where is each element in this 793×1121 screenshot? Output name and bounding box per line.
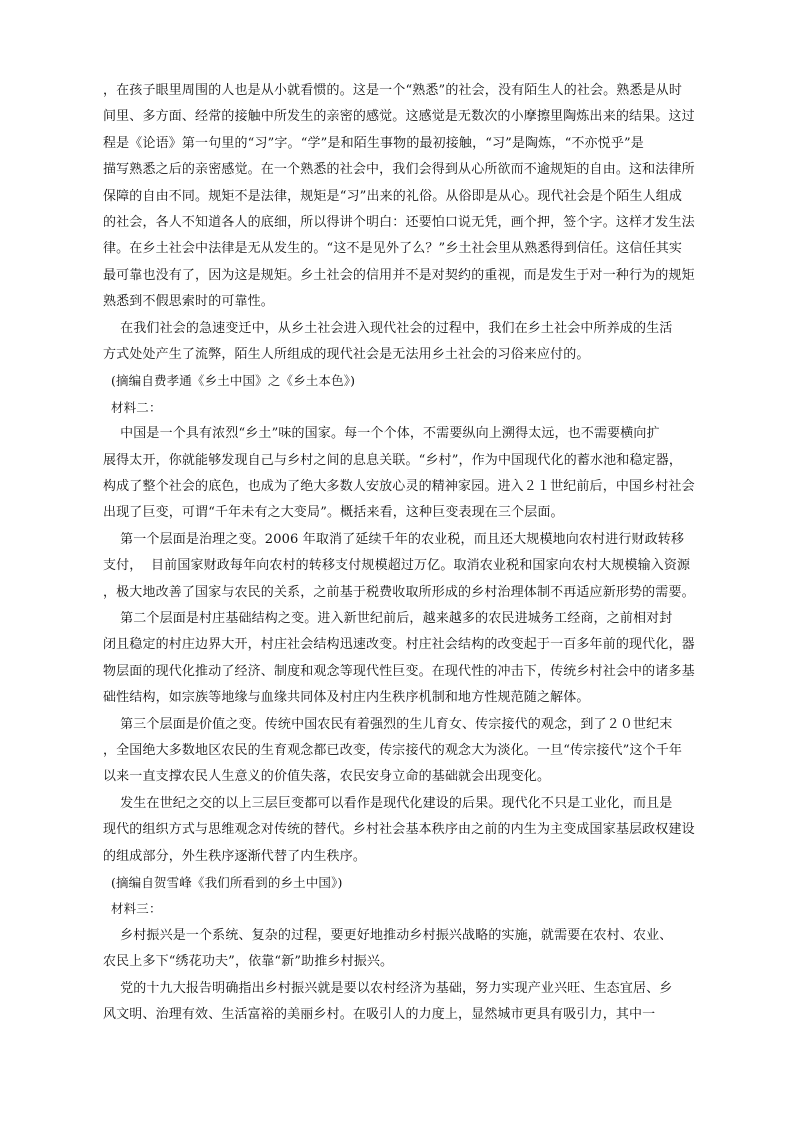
source-citation: (摘编自贺雪峰《我们所看到的乡土中国》) — [111, 875, 343, 890]
paragraph-line: 第一个层面是治理之变。2006 年取消了延续千年的农业税，而且还大规模地向农村进行财政转移 — [103, 531, 685, 547]
section-label: 材料三： — [111, 901, 162, 917]
paragraph-line: 的组成部分，外生秩序逐渐代替了内生秩序。 — [103, 848, 367, 864]
paragraph-line: 乡村振兴是一个系统、复杂的过程，要更好地推动乡村振兴战略的实施，就需要在农村、农业、 — [103, 927, 673, 943]
paragraph-line: 构成了整个社会的底色，也成为了绝大多数人安放心灵的精神家园。进入２１世纪前后，中国乡村社会 — [103, 479, 695, 494]
paragraph-line: 方式处处产生了流弊，陌生人所组成的现代社会是无法用乡土社会的习俗来应付的。 — [103, 347, 590, 362]
source-citation: (摘编自费孝通《乡土中国》之《乡土本色》) — [111, 373, 356, 389]
section-label: 材料二： — [111, 399, 162, 415]
paragraph-line: 风文明、治理有效、生活富裕的美丽乡村。在吸引人的力度上，显然城市更具有吸引力，其中一 — [103, 1007, 656, 1022]
paragraph-line: 以来一直支撑农民人生意义的价值失落，农民安身立命的基础就会出现变化。 — [103, 769, 551, 785]
paragraph-line: 展得太开，你就能够发现自己与乡村之间的息息关联。“乡村”，作为中国现代化的蓄水池和稳定器， — [103, 452, 683, 468]
paragraph-line: 间里、多方面、经常的接触中所发生的亲密的感觉。这感觉是无数次的小摩擦里陶炼出来的结果。这过 — [103, 109, 695, 125]
paragraph-line: 第二个层面是村庄基础结构之变。进入新世纪前后，越来越多的农民进城务工经商，之前相对封 — [103, 611, 673, 626]
paragraph-line: 农民上多下“绣花功夫”，依靠“新”助推乡村振兴。 — [103, 954, 394, 970]
paragraph-line: 出现了巨变，可谓“千年未有之大变局”。概括来看，这种巨变表现在三个层面。 — [103, 505, 564, 521]
paragraph-line: ，在孩子眼里周围的人也是从小就看惯的。这是一个“熟悉”的社会，没有陌生人的社会。熟悉是从时 — [103, 83, 683, 98]
paragraph-line: 现代的组织方式与思维观念对传统的替代。乡村社会基本秩序由之前的内生为主变成国家基层政权建设 — [103, 822, 695, 838]
paragraph-line: 物层面的现代化推动了经济、制度和观念等现代性巨变。在现代性的冲击下，传统乡村社会中的诸多基 — [103, 663, 695, 679]
paragraph-line: 的社会，各人不知道各人的底细，所以得讲个明白：还要怕口说无凭，画个押，签个字。这样才发生法 — [103, 215, 695, 230]
paragraph-line: ，极大地改善了国家与农民的关系，之前基于税费收取所形成的乡村治理体制不再适应新形势的需要。 — [103, 584, 695, 600]
paragraph-line: 熟悉到不假思索时的可靠性。 — [103, 294, 274, 310]
paragraph-line: 发生在世纪之交的以上三层巨变都可以看作是现代化建设的后果。现代化不只是工业化，而且是 — [103, 795, 673, 811]
paragraph-line: 中国是一个具有浓烈“乡土”味的国家。每一个个体，不需要纵向上溯得太远，也不需要横向扩 — [103, 426, 660, 442]
paragraph-line: ，全国绝大多数地区农民的生育观念都已改变，传宗接代的观念大为淡化。一旦“传宗接代”这个千年 — [103, 743, 683, 758]
paragraph-line: 支付， 目前国家财政每年向农村的转移支付规模超过万亿。取消农业税和国家向农村大规模输入资源 — [103, 558, 691, 574]
paragraph-line: 描写熟悉之后的亲密感觉。在一个熟悉的社会中，我们会得到从心所欲而不逾规矩的自由。这和法律所 — [103, 162, 695, 178]
paragraph-line: 最可靠也没有了，因为这是规矩。乡土社会的信用并不是对契约的重视，而是发生于对一种行为的规矩 — [103, 267, 695, 283]
paragraph-line: 党的十九大报告明确指出乡村振兴就是要以农村经济为基础，努力实现产业兴旺、生态宜居、乡 — [103, 980, 673, 996]
paragraph-line: 在我们社会的急速变迁中，从乡土社会进入现代社会的过程中，我们在乡土社会中所养成的生活 — [103, 320, 673, 336]
paragraph-line: 础性结构，如宗族等地缘与血缘共同体及村庄内生秩序机制和地方性规范随之解体。 — [103, 690, 590, 706]
paragraph-line: 程是《论语》第一句里的“习”字。“学”是和陌生事物的最初接触，“习”是陶炼，“不亦悦乎”是 — [103, 135, 644, 151]
paragraph-line: 保障的自由不同。规矩不是法律，规矩是“习”出来的礼俗。从俗即是从心。现代社会是个陌生人组成 — [103, 188, 683, 204]
paragraph-line: 第三个层面是价值之变。传统中国农民有着强烈的生儿育女、传宗接代的观念，到了２０世纪末 — [103, 716, 673, 732]
paragraph-line: 闭且稳定的村庄边界大开，村庄社会结构迅速改变。村庄社会结构的改变起于一百多年前的现代化，器 — [103, 637, 695, 653]
paragraph-line: 律。在乡土社会中法律是无从发生的。“这不是见外了么？”乡土社会里从熟悉得到信任。这信任其实 — [103, 241, 683, 257]
